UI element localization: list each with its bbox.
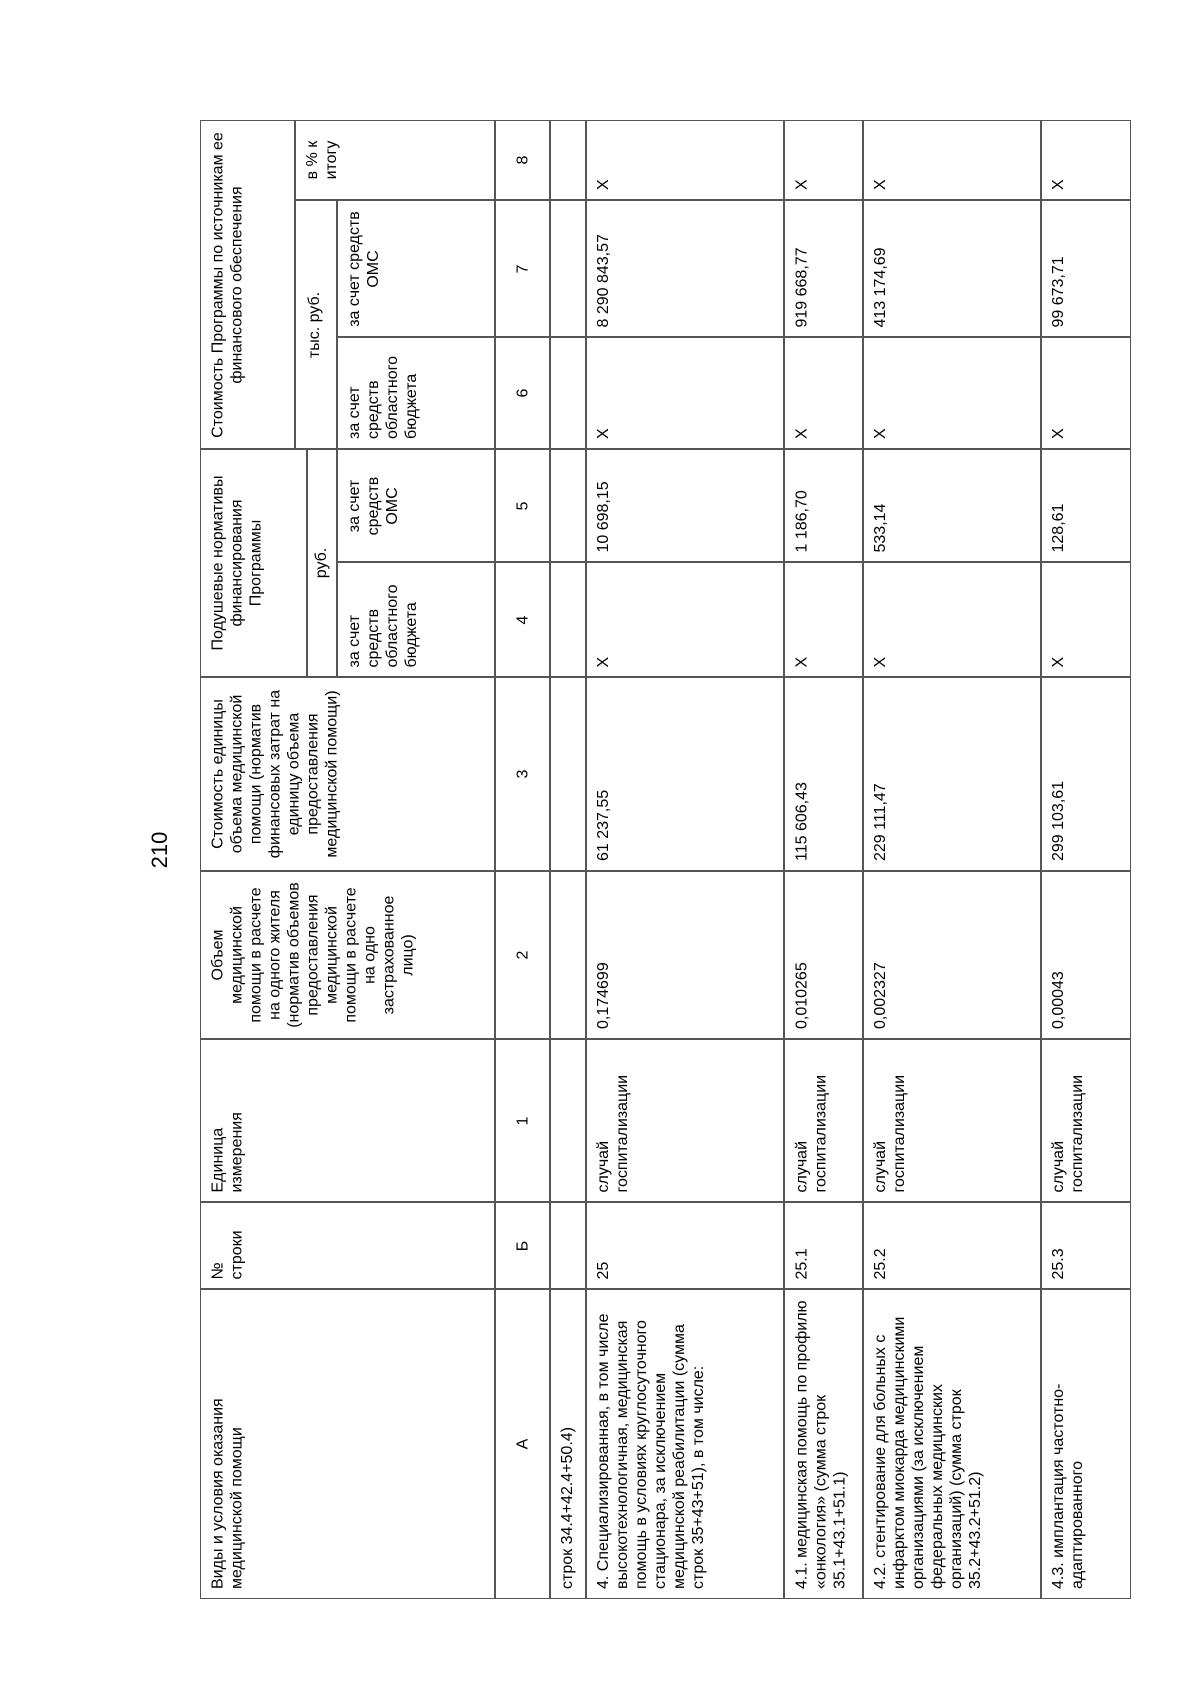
colnum-7: [495, 200, 550, 337]
row4-col-a: [1041, 1289, 1131, 1599]
row2-col-b-text: 25.1: [793, 1247, 810, 1279]
row0-col-7: [550, 200, 586, 337]
row2-col-7-text: 919 668,77: [793, 246, 810, 327]
header-col-a-text: Виды и условия оказания медицинской помощи: [209, 1398, 245, 1589]
row1-col-5-text: 10 698,15: [595, 480, 612, 552]
row4-col-8-text: X: [1050, 179, 1067, 190]
row2-col-1-text: случай госпитализации: [793, 1074, 829, 1192]
header-col-a: [200, 1289, 495, 1599]
row3-col-2: [863, 871, 1041, 1039]
row4-col-3-text: 299 103,61: [1050, 780, 1067, 861]
header-col-4-text: за счет средств областного бюджета: [346, 583, 420, 667]
row0-col-1: [550, 1039, 586, 1202]
row2-col-a-text: 4.1. медицинская помощь по профилю «онкология» (сумма строк 35.1+43.1+51.1): [793, 1300, 848, 1589]
header-col-b-text: № строки: [209, 1229, 245, 1279]
row2-col-5-text: 1 186,70: [793, 489, 810, 552]
header-col-8-text: в % к итогу: [304, 140, 340, 180]
header-col-3: [200, 677, 495, 871]
header-col-6: [337, 337, 495, 449]
header-group-normatives-text: Подушевые нормативы финансирования Программы: [209, 475, 264, 651]
row1-col-6-text: X: [595, 428, 612, 439]
row4-col-b-text: 25.3: [1050, 1247, 1067, 1279]
header-col-7-text: за счет средств ОМС: [346, 210, 382, 327]
colnum-5-text: 5: [514, 501, 531, 510]
row2-col-7: [784, 200, 863, 337]
row4-col-5-text: 128,61: [1050, 503, 1067, 552]
row1-col-4: [586, 562, 784, 677]
header-col-b: [200, 1202, 495, 1289]
row2-col-3: [784, 677, 863, 871]
colnum-a-text: А: [514, 1438, 531, 1450]
row1-col-a-text: 4. Специализированная, в том числе высокотехнологичная, медицинская помощь в условиях круглосуточного стационара, за исключением медицинской реабилитации (сумма строк 35+43+51), в том числе:: [595, 1313, 707, 1589]
row4-col-7: [1041, 200, 1131, 337]
header-group-cost: [200, 120, 295, 449]
row3-col-3-text: 229 111,47: [872, 783, 889, 861]
row2-col-8-text: X: [793, 179, 810, 190]
header-col-3-text: Стоимость единицы объема медицинской помощи (норматив финансовых затрат на единицу объема предоставления медицинской помощи): [209, 689, 340, 859]
row3-col-6: [863, 337, 1041, 449]
row2-col-2: [784, 871, 863, 1039]
header-normatives-unit-text: руб.: [313, 547, 330, 579]
header-col-7: [337, 200, 495, 337]
row3-col-1-text: случай госпитализации: [872, 1074, 908, 1192]
row1-col-7-text: 8 290 843,57: [595, 233, 612, 327]
colnum-7-text: 7: [514, 264, 531, 273]
header-col-5-text: за счет средств ОМС: [346, 476, 401, 535]
row2-col-8: [784, 120, 863, 200]
row0-col-3: [550, 677, 586, 871]
row4-col-2: [1041, 871, 1131, 1039]
row4-col-8: [1041, 120, 1131, 200]
row3-col-a-text: 4.2. стентирование для больных с инфарктом миокарда медицинскими организациями (за исключением федеральных медицинских организаций) (сумма строк 35.2+43.2+51.2): [872, 1316, 984, 1589]
row1-col-8: [586, 120, 784, 200]
row0-col-8: [550, 120, 586, 200]
row1-col-3-text: 61 237,55: [595, 789, 612, 861]
row1-col-8-text: X: [595, 179, 612, 190]
row3-col-8-text: X: [872, 179, 889, 190]
colnum-5: [495, 449, 550, 562]
row1-col-3: [586, 677, 784, 871]
row4-col-a-text: 4.3. имплантация частотно-адаптированного: [1050, 1383, 1086, 1589]
row2-col-3-text: 115 606,43: [793, 782, 810, 861]
row1-col-4-text: X: [595, 656, 612, 667]
page-number: [140, 830, 180, 870]
row0-col-4: [550, 562, 586, 677]
row1-col-2: [586, 871, 784, 1039]
row4-col-6: [1041, 337, 1131, 449]
row4-col-4-text: X: [1050, 656, 1067, 667]
row1-col-6: [586, 337, 784, 449]
row0-col-a-text: строк 34.4+42.4+50.4): [559, 1426, 576, 1589]
row2-col-5: [784, 449, 863, 562]
colnum-a: [495, 1289, 550, 1599]
row2-col-b: [784, 1202, 863, 1289]
row4-col-5: [1041, 449, 1131, 562]
row3-col-b: [863, 1202, 1041, 1289]
colnum-2: [495, 871, 550, 1039]
row2-col-4-text: X: [793, 656, 810, 667]
row1-col-b: [586, 1202, 784, 1289]
row4-col-2-text: 0,00043: [1050, 971, 1067, 1029]
header-cost-unit-text: тыс. руб.: [306, 291, 323, 358]
row1-col-5: [586, 449, 784, 562]
header-normatives-unit: [307, 449, 337, 677]
row1-col-b-text: 25: [595, 1261, 612, 1279]
colnum-8: [495, 120, 550, 200]
colnum-1-text: 1: [514, 1116, 531, 1125]
header-cost-unit: [295, 200, 337, 449]
row3-col-3: [863, 677, 1041, 871]
row3-col-7: [863, 200, 1041, 337]
colnum-b-text: Б: [514, 1240, 531, 1251]
colnum-2-text: 2: [514, 950, 531, 960]
row0-col-6: [550, 337, 586, 449]
colnum-4-text: 4: [514, 615, 531, 624]
row1-col-2-text: 0,174699: [595, 962, 612, 1029]
colnum-3-text: 3: [514, 769, 531, 779]
header-col-4: [337, 562, 495, 677]
row3-col-a: [863, 1289, 1041, 1599]
row2-col-6-text: X: [793, 428, 810, 439]
row4-col-1-text: случай госпитализации: [1050, 1074, 1086, 1192]
row1-col-1: [586, 1039, 784, 1202]
colnum-8-text: 8: [514, 155, 531, 165]
row3-col-8: [863, 120, 1041, 200]
colnum-4: [495, 562, 550, 677]
colnum-6: [495, 337, 550, 449]
row3-col-7-text: 413 174,69: [872, 246, 889, 327]
colnum-b: [495, 1202, 550, 1289]
colnum-1: [495, 1039, 550, 1202]
row4-col-4: [1041, 562, 1131, 677]
row2-col-a: [784, 1289, 863, 1599]
row3-col-5-text: 533,14: [872, 503, 889, 552]
row4-col-b: [1041, 1202, 1131, 1289]
row4-col-7-text: 99 673,71: [1050, 255, 1067, 327]
row3-col-1: [863, 1039, 1041, 1202]
header-col-1: [200, 1039, 495, 1202]
colnum-6-text: 6: [514, 388, 531, 398]
header-group-cost-text: Стоимость Программы по источникам ее финансового обеспечения: [209, 131, 245, 438]
row4-col-3: [1041, 677, 1131, 871]
row3-col-4-text: X: [872, 656, 889, 667]
row3-col-4: [863, 562, 1041, 677]
row2-col-4: [784, 562, 863, 677]
row0-col-5: [550, 449, 586, 562]
row3-col-2-text: 0,002327: [872, 962, 889, 1029]
row0-col-b: [550, 1202, 586, 1289]
row3-col-6-text: X: [872, 428, 889, 439]
header-col-6-text: за счет средств областного бюджета: [346, 355, 420, 439]
colnum-3: [495, 677, 550, 871]
page-number-text: 210: [147, 831, 172, 869]
row3-col-5: [863, 449, 1041, 562]
row2-col-2-text: 0,010265: [793, 962, 810, 1029]
row1-col-1-text: случай госпитализации: [595, 1074, 631, 1192]
row2-col-6: [784, 337, 863, 449]
header-col-1-text: Единица измерения: [209, 1111, 245, 1192]
row0-col-2: [550, 871, 586, 1039]
row4-col-6-text: X: [1050, 428, 1067, 439]
row0-col-a: [550, 1289, 586, 1599]
row4-col-1: [1041, 1039, 1131, 1202]
row1-col-7: [586, 200, 784, 337]
header-col-5: [337, 449, 495, 562]
header-col-2: [200, 871, 495, 1039]
header-group-normatives: [200, 449, 307, 677]
header-col-2-text: Объем медицинской помощи в расчете на одного жителя (норматив объемов предоставления медицинской помощи в расчете на одно застрахованное лицо): [209, 882, 416, 1028]
header-col-8: [295, 120, 495, 200]
row1-col-a: [586, 1289, 784, 1599]
row2-col-1: [784, 1039, 863, 1202]
row3-col-b-text: 25.2: [872, 1247, 889, 1279]
